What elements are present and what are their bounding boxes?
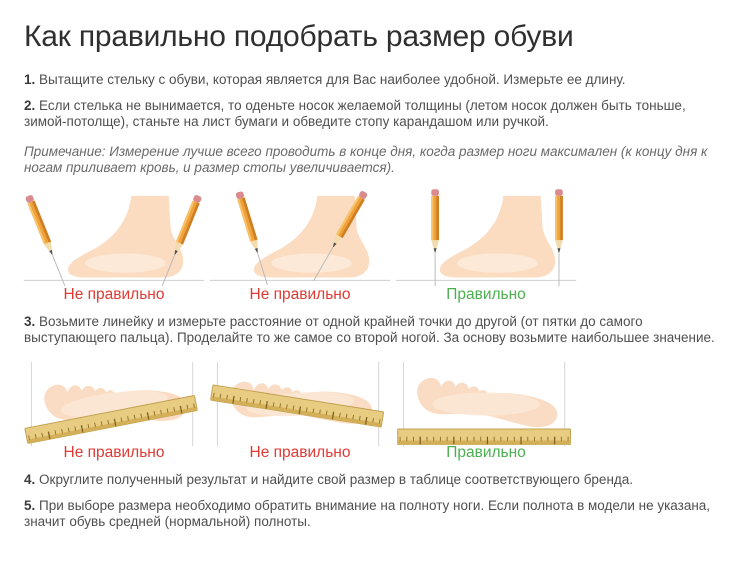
- step-3: [24, 314, 726, 346]
- pencil-icon: [431, 189, 439, 286]
- ruler-measure-illustration-3: [390, 356, 582, 456]
- figure-ruler-tilted-up: [18, 356, 210, 462]
- figure-ruler-straight: [390, 356, 582, 462]
- ruler-measure-illustration-1: [18, 356, 210, 456]
- step-2-number: 2.: [24, 98, 36, 113]
- step-5-text: При выборе размера необходимо обратить внимание на полноту ноги. Если полнота в модели не указана, значит обувь средней (нормальной) полноты.: [24, 498, 711, 529]
- foot-side-icon: [68, 196, 183, 278]
- ruler-icon: [398, 429, 571, 444]
- label-incorrect: Не правильно: [249, 444, 351, 461]
- step-2: [24, 98, 726, 130]
- step-4-number: 4.: [24, 472, 36, 487]
- figure-pencils-tilted-outward: [18, 186, 210, 304]
- pencil-measure-illustration-3: [390, 186, 582, 298]
- label-incorrect: Не правильно: [63, 444, 165, 461]
- step-4: [24, 472, 726, 488]
- page-title: Как правильно подобрать размер обуви: [24, 20, 574, 53]
- figure-row-pencil-measurement: [18, 186, 726, 304]
- pencil-measure-illustration-1: [18, 186, 210, 298]
- note-paragraph: Примечание: Измерение лучше всего проводить в конце дня, когда размер ноги максимален (к концу дня к ногам приливает кровь, и размер стопы увеличивается).: [24, 144, 708, 175]
- pencil-icon: [25, 194, 68, 287]
- step-1-text: Вытащите стельку с обуви, которая является для Вас наиболее удобной. Измерьте ее длину.: [39, 72, 626, 87]
- step-1: [24, 72, 726, 88]
- step-5: [24, 498, 726, 530]
- step-2-text: Если стелька не вынимается, то оденьте носок желаемой толщины (летом носок должен быть тоньше, зимой-потолще), станьте на лист бумаги и обведите стопу карандашом или ручкой.: [24, 98, 686, 129]
- pencil-measure-illustration-2: [204, 186, 396, 298]
- label-correct: Правильно: [446, 286, 526, 303]
- figure-ruler-tilted-down: [204, 356, 396, 462]
- step-5-number: 5.: [24, 498, 36, 513]
- label-incorrect: Не правильно: [63, 286, 165, 303]
- step-4-text: Округлите полученный результат и найдите свой размер в таблице соответствующего бренда.: [39, 472, 634, 487]
- label-incorrect: Не правильно: [249, 286, 351, 303]
- figure-pencils-vertical: [390, 186, 582, 304]
- label-correct: Правильно: [446, 444, 526, 461]
- pencil-icon: [555, 189, 563, 286]
- step-3-number: 3.: [24, 314, 36, 329]
- figure-pencils-tilted-inward: [204, 186, 396, 304]
- foot-top-icon: [417, 378, 557, 427]
- figure-row-ruler-measurement: [18, 356, 726, 462]
- step-3-text: Возьмите линейку и измерьте расстояние от одной крайней точки до другой (от пятки до самого выступающего пальца). Проделайте то же самое со второй ногой. За основу возьмите наибольшее значение.: [24, 314, 715, 345]
- step-1-number: 1.: [24, 72, 36, 87]
- ruler-measure-illustration-2: [204, 356, 396, 456]
- foot-side-icon: [440, 196, 555, 278]
